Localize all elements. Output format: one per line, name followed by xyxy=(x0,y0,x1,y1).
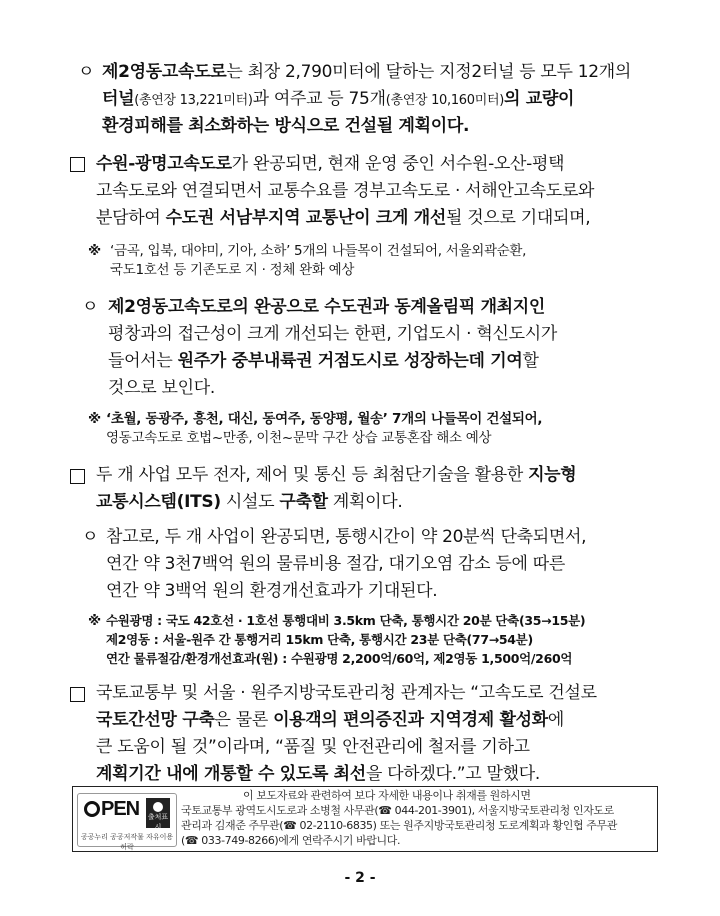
p1-line-3: 환경피해를 최소화하는 방식으로 건설될 계획이다. xyxy=(102,116,470,136)
p2-line-3: 분담하여 수도권 서남부지역 교통난이 크게 개선될 것으로 기대되며, xyxy=(96,208,591,228)
open-logo-text: PEN xyxy=(84,798,139,821)
footer-line-1: 이 보도자료와 관련하여 보다 자세한 내용이나 취재를 원하시면 xyxy=(243,789,531,802)
note-mark-icon: ※ xyxy=(88,411,101,427)
p6-line-4: 계획기간 내에 개통할 수 있도록 최선을 다하겠다.”고 말했다. xyxy=(96,764,540,784)
p3-line-2: 평창과의 접근성이 크게 개선되는 한편, 기업도시 · 혁신도시가 xyxy=(108,324,557,344)
p5-line-3: 연간 약 3백억 원의 환경개선효과가 기대된다. xyxy=(106,581,438,601)
section-checkbox-icon xyxy=(70,469,85,484)
p1-line-2: 터널(총연장 13,221미터)과 여주교 등 75개(총연장 10,160미터)의 교량이 xyxy=(102,89,575,109)
note3-line-2: 제2영동 : 서울-원주 간 통행거리 15km 단축, 통행시간 23분 단축(77→54분) xyxy=(106,632,533,647)
bullet-circle-icon: ㅇ xyxy=(82,527,99,547)
note2-line-1: ‘초월, 동광주, 흥천, 대신, 동여주, 동양평, 월송’ 7개의 나들목이 건설되어, xyxy=(106,411,543,427)
section-checkbox-icon xyxy=(70,687,85,702)
p2-line-2: 고속도로와 연결되면서 교통수요를 경부고속도로 · 서해안고속도로와 xyxy=(96,181,595,201)
note3-line-3: 연간 물류절감/환경개선효과(원) : 수원광명 2,200억/60억, 제2영동 1,500억/260억 xyxy=(106,651,573,666)
p6-line-3: 큰 도움이 될 것”이라며, “품질 및 안전관리에 철저를 기하고 xyxy=(96,737,530,757)
p3-line-3: 들어서는 원주가 중부내륙권 거점도시로 성장하는데 기여할 xyxy=(108,351,539,371)
footer-line-3: 관리과 김재준 주무관(☎ 02-2110-6835) 또는 원주지방국토관리청 도로계획과 황인협 주무관 xyxy=(181,819,617,832)
p3-line-4: 것으로 보인다. xyxy=(108,378,215,398)
p4-line-1: 두 개 사업 모두 전자, 제어 및 통신 등 최첨단기술을 활용한 지능형 xyxy=(96,465,577,485)
p3-line-1: 제2영동고속도로의 완공으로 수도권과 동계올림픽 개최지인 xyxy=(108,297,546,317)
attribution-badge-icon: 출처표시 xyxy=(146,798,170,828)
open-o-icon xyxy=(84,801,100,817)
note2-line-2: 영동고속도로 호법~만종, 이천~문막 구간 상습 교통혼잡 해소 예상 xyxy=(106,430,492,446)
note3-line-1: 수원광명 : 국도 42호선 · 1호선 통행대비 3.5km 단축, 통행시간 20분 단축(35→15분) xyxy=(106,613,586,628)
note-mark-icon: ※ xyxy=(88,613,101,629)
p6-line-2: 국토간선망 구축은 물론 이용객의 편의증진과 지역경제 활성화에 xyxy=(96,710,564,730)
note-mark-icon: ※ xyxy=(88,243,101,259)
open-logo-subtitle: 공공누리 공공저작물 자유이용허락 xyxy=(80,833,174,851)
note1-line-1: ‘금곡, 입북, 대야미, 기아, 소하’ 5개의 나들목이 건설되어, 서울외곽순환, xyxy=(110,243,527,259)
footer-line-2: 국토교통부 광역도시도로과 소병철 사무관(☎ 044-201-3901), 서울지방국토관리청 인자도로 xyxy=(181,804,614,817)
p2-line-1: 수원-광명고속도로가 완공되면, 현재 운영 중인 서수원-오산-평택 xyxy=(96,154,565,174)
note1-line-2: 국도1호선 등 기존도로 지 · 정체 완화 예상 xyxy=(110,262,355,278)
p1-line-1: 제2영동고속도로는 최장 2,790미터에 달하는 지정2터널 등 모두 12개의 xyxy=(102,62,632,82)
footer-line-4: (☎ 033-749-8266)에게 연락주시기 바랍니다. xyxy=(181,834,401,847)
bullet-circle-icon: ㅇ xyxy=(78,62,95,82)
p6-line-1: 국토교통부 및 서울 · 원주지방국토관리청 관계자는 “고속도로 건설로 xyxy=(96,683,597,703)
p5-line-1: 참고로, 두 개 사업이 완공되면, 통행시간이 약 20분씩 단축되면서, xyxy=(106,527,587,547)
bullet-circle-icon: ㅇ xyxy=(82,297,99,317)
p5-line-2: 연간 약 3천7백억 원의 물류비용 절감, 대기오염 감소 등에 따른 xyxy=(106,554,565,574)
page-number: - 2 - xyxy=(344,870,376,886)
p4-line-2: 교통시스템(ITS) 시설도 구축할 계획이다. xyxy=(96,492,403,512)
contact-footer-box xyxy=(72,786,658,852)
open-license-logo xyxy=(77,793,177,851)
section-checkbox-icon xyxy=(70,157,85,172)
